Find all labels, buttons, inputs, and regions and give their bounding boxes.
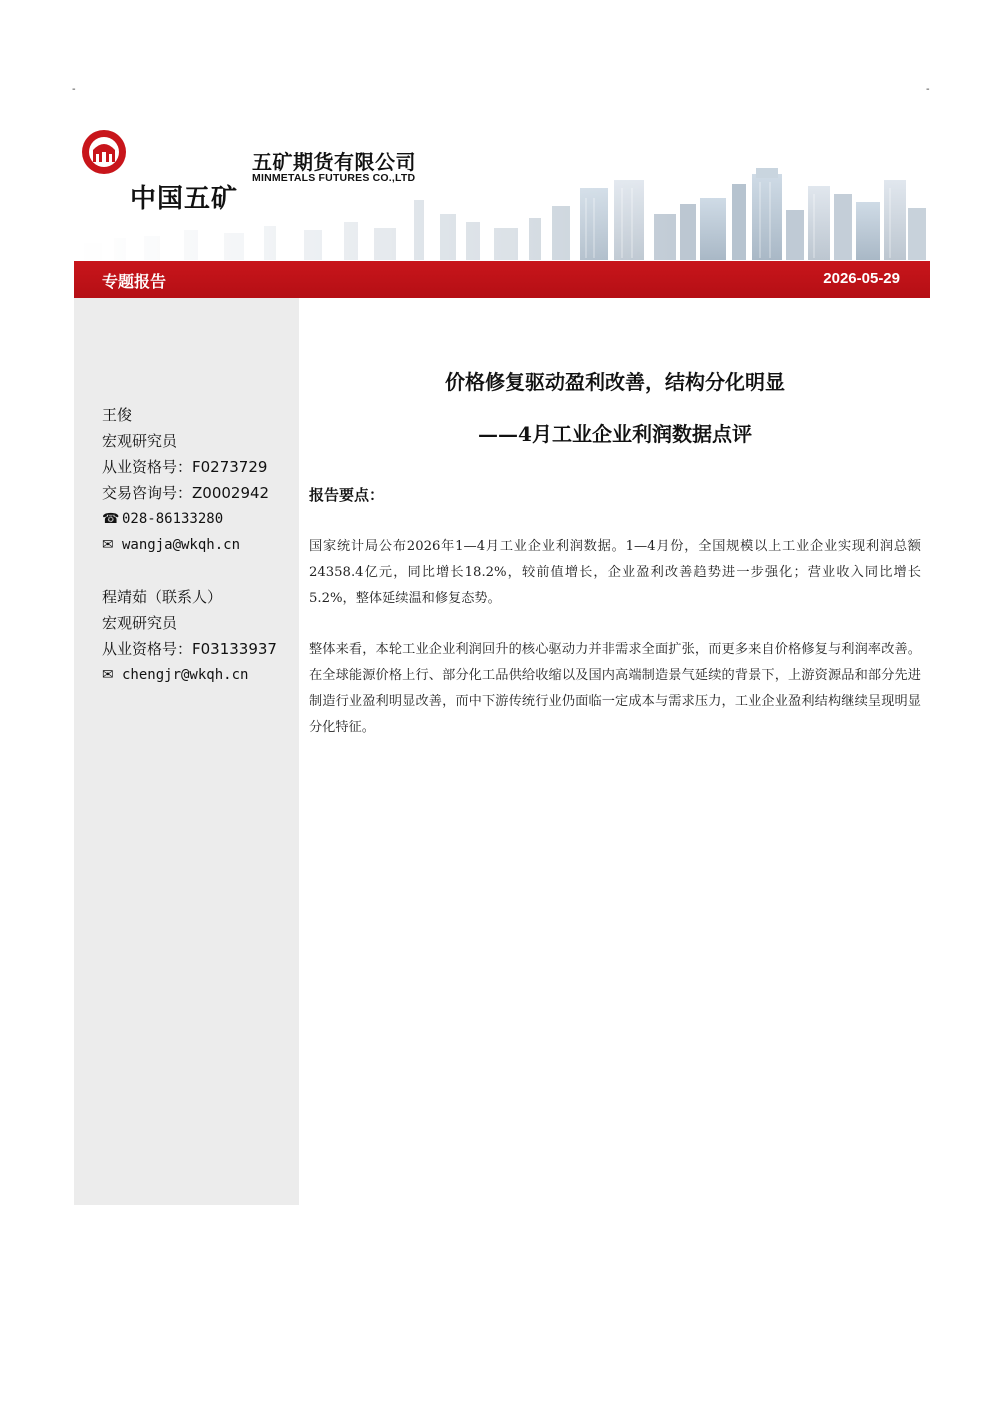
report-type-label: 专题报告 — [102, 272, 167, 291]
envelope-icon: ✉ — [102, 667, 114, 683]
minmetals-emblem-logo — [80, 128, 128, 176]
author-qualification: 从业资格号：F0273729 — [102, 458, 268, 476]
report-subtitle: ——4月工业企业利润数据点评 — [478, 422, 752, 446]
report-date: 2026-05-29 — [823, 270, 900, 287]
report-type-banner — [74, 261, 930, 298]
author-qualification: 从业资格号：F03133937 — [102, 640, 277, 658]
author-sidebar — [74, 298, 299, 1205]
envelope-icon: ✉ — [102, 537, 114, 553]
author-consulting-number: 交易咨询号：Z0002942 — [102, 484, 270, 502]
brand-name-cn: 中国五矿 — [130, 184, 239, 214]
email-link[interactable]: wangja@wkqh.cn — [122, 537, 241, 553]
corner-mark-left: - — [72, 84, 76, 95]
keypoints-paragraph-1: 国家统计局公布2026年1—4月工业企业利润数据。1—4月份，全国规模以上工业企业实现利润总额24358.4亿元，同比增长18.2%，较前值增长，企业盈利改善趋势进一步强化；营业收入同比增长5.2%，整体延续温和修复态势。 — [309, 539, 921, 606]
keypoints-heading: 报告要点： — [309, 486, 385, 504]
author-title: 宏观研究员 — [102, 614, 178, 632]
phone-icon: ☎ — [102, 511, 120, 527]
keypoints-paragraph-2: 整体来看，本轮工业企业利润回升的核心驱动力并非需求全面扩张，而更多来自价格修复与利润率改善。在全球能源价格上行、部分化工品供给收缩以及国内高端制造景气延续的背景下，上游资源品和部分先进制造行业盈利明显改善，而中下游传统行业仍面临一定成本与需求压力，工业企业盈利结构继续呈现明显分化特征。 — [309, 642, 921, 735]
author-card-2 — [102, 584, 302, 688]
company-name-cn: 五矿期货有限公司 — [252, 150, 416, 174]
author-name: 王俊 — [102, 406, 133, 424]
author-title: 宏观研究员 — [102, 432, 178, 450]
company-name-en: MINMETALS FUTURES CO.,LTD — [252, 172, 416, 184]
author-email[interactable] — [102, 532, 302, 558]
author-card-1 — [102, 402, 302, 558]
author-email[interactable] — [102, 662, 302, 688]
report-title: 价格修复驱动盈利改善，结构分化明显 — [445, 370, 785, 394]
corner-mark-right: - — [926, 84, 930, 95]
email-link[interactable]: chengjr@wkqh.cn — [122, 667, 249, 683]
author-name: 程靖茹（联系人） — [102, 588, 223, 606]
phone-number: 028-86133280 — [122, 511, 224, 527]
author-phone — [102, 506, 302, 532]
